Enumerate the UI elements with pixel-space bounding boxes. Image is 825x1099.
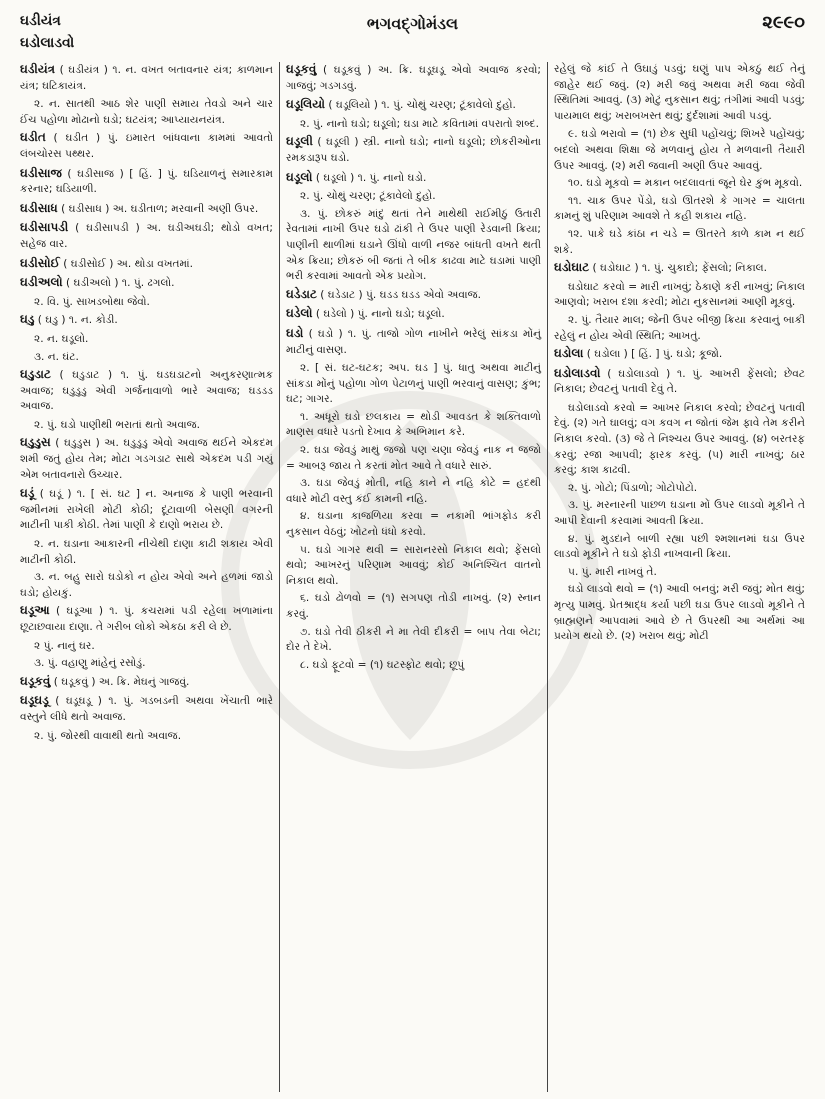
entry-text: ( ઘડેડાટ ) પું. ઘડડ ઘડડ એવો અવાજ. <box>316 288 481 301</box>
dictionary-entry <box>20 62 273 94</box>
entry-sense <box>554 62 805 124</box>
entry-sense <box>554 532 805 563</box>
headword: ઘડીસાજ <box>20 165 62 180</box>
entry-text: ૩. પું. મરનારની પાછળ ઘડાના મોં ઉપર લાડવો મૂકીને તે આપી દેવાની કરવામાં આવતી ક્રિયા. <box>554 499 805 528</box>
entry-text: ૧૦. ઘડો મૂકવો = મકાન બદલાવતાં જૂને ઘેર કુંભ મૂકવો. <box>568 177 803 190</box>
entry-text: ( ઘડૂલિયો ) ૧. પું. ચોથું ચરણ; ટૂંકાવેલો દુહો. <box>325 99 516 112</box>
entry-text: રહેલું જે કાંઈ તે ઉઘાડું પડવું; ઘણું પાપ એકઠું થઈ તેનું જાહેર થઈ જવું. (૨) મરી જવું અથવા મરી જવા જેવી સ્થિતિમાં આવવું. (૩) મોટું નુકસાન થવું; તંગીમાં આવી પડવું; પાયમાલ થવું; ખરાબખસ્ત થવું; દુર્દશામાં આવી પડવું. <box>554 63 805 122</box>
entry-sense <box>20 332 273 348</box>
page-header <box>0 0 825 64</box>
headword: ઘડૂં <box>20 486 35 501</box>
entry-text: ૩. પું. વહાણુ માંહેનું રસોડું. <box>34 657 146 670</box>
entry-text: ૨. પું. ગોટો; પિંડાળો; ગોટોપોટો. <box>568 481 698 494</box>
entry-text: ( ઘડૂકવું ) અ. ક્રિ. ઘડૂઘડૂ એવો અવાજ કરવો; ગાજવું; ગડગડવું. <box>286 64 541 92</box>
entry-sense <box>286 591 541 622</box>
dictionary-entry <box>286 62 541 94</box>
first-headword: ઘડીયંત્ર <box>20 13 61 29</box>
entry-text: ૯. ઘડો ભરાવો = (૧) છેક સુધી પહોંચવું; શિખરે પહોંચવું; બદલો અથવા શિક્ષા જે મળવાનું હોય તે મળવાની તૈયારી ઉપર આવવું. (૨) મરી જવાની અણી ઉપર આવવું. <box>554 128 805 172</box>
entry-sense <box>286 189 541 205</box>
entry-text: ( ઘડીસાધ ) અ. ઘડીતાળ; મરવાની અણી ઉપર. <box>57 202 259 215</box>
headword: ઘડૂકવું <box>286 62 317 76</box>
column-2 <box>279 62 547 1092</box>
entry-text: ( ઘડીઅલો ) ૧. પું. ઢગલો. <box>62 277 175 290</box>
entry-sense <box>554 227 805 258</box>
dictionary-entry <box>286 326 541 358</box>
last-headword: ઘડોલાડવો <box>20 35 75 51</box>
entry-text: ( ઘડૂલો ) ૧. પું. નાનો ઘડો. <box>312 171 427 184</box>
page-number: ૨૯૯૦ <box>762 12 805 33</box>
headword: ઘડૂલો <box>286 169 313 184</box>
headword: ઘડોલાડવો <box>554 365 601 380</box>
dictionary-entry <box>554 346 805 363</box>
entry-text: ૧૧. ચાક ઉપર પેંડો, ઘડો ઊતરશે કે ગાગર = ચાલતા કામનું શું પરિણામ આવશે તે કહી શકાય નહિ. <box>554 194 805 223</box>
entry-text: ૭. ઘડો તેવી ઠીકરી ને મા તેવી દીકરી = બાપ તેવા બેટા; દોર તે દેખે. <box>286 625 541 654</box>
headword: ઘડીઅલો <box>20 275 63 290</box>
entry-text: ૨. પું. નાનો ઘડો; ઘડૂલો; ઘડા માટે કવિતામાં વપરાતો શબ્દ. <box>300 117 539 130</box>
dictionary-entry <box>20 166 273 198</box>
entry-text: ( ઘડીસાપડી ) અ. ઘડીઅઘડી; થોડો વખત; સહેજ વાર. <box>20 222 273 250</box>
entry-text: ( ઘડુ ) ૧. ન. કોડી. <box>34 314 118 327</box>
headword: ઘડૂલી <box>286 134 313 149</box>
dictionary-entry <box>554 366 805 398</box>
headword: ઘડૂઘડૂ <box>20 693 49 708</box>
headword: ઘડીત <box>20 130 46 145</box>
dictionary-entry <box>20 201 273 218</box>
entry-sense <box>20 656 273 672</box>
entry-text: ( ઘડીત ) પું. ઇમારત બાંધવાના કામમાં આવતો લંબચોરસ પથ્થર. <box>20 132 273 160</box>
entry-sense <box>20 295 273 311</box>
headword: ઘડીયંત્ર <box>20 62 56 76</box>
headword: ઘડુડાટ <box>20 367 51 382</box>
headword: ઘડોઘાટ <box>554 260 590 275</box>
headword: ઘડેડાટ <box>286 286 317 301</box>
entry-sense <box>554 194 805 225</box>
entry-text: ૨. વિ. પું. સાખડબોથા જેવો. <box>34 295 150 308</box>
entry-text: ૨. ન. સાતથી આઠ શેર પાણી સમાય તેવડો અને ચાર ઈંચ પહોળા મોઢાનો ઘડો; ઘટયંત્ર; આપ્યાયનયંત્ર. <box>20 98 273 126</box>
entry-text: ( ઘડૂઆ ) ૧. પું. કચરામાં પડી રહેલા ખળામાંના છૂટાછવાયા દાણા. તે ગરીબ લોકો એકઠા કરી લે છે. <box>20 605 273 633</box>
entry-text: ૨. [ સં. ઘટ-ઘટક; અપ. ઘડ ] પું. ધાતુ અથવા માટીનું સાંકડા મોંનું પહોળા ગોળ પેટાળનું પાણી ભરવાનું વાસણ; કુંભ; ઘટ; ગાગર. <box>286 362 541 406</box>
entry-text: ૮. ઘડો ફૂટવો = (૧) ઘટસ્ફોટ થવો; છૂપું <box>300 658 465 671</box>
entry-text: ૨. પું. ઘડો પાણીથી ભરાતાં થતો અવાજ. <box>34 418 201 431</box>
entry-sense <box>554 313 805 344</box>
entry-sense <box>286 117 541 133</box>
entry-text: ( ઘડુડુસ ) અ. ઘડુડુડુ એવો અવાજ થઈને એકદમ શમી જતું હોય તેમ; મોટા ગડગડાટ સાથે એકદમ પડી ગયું એમ બતાવનારો ઉચ્ચાર. <box>20 437 273 481</box>
entry-sense <box>20 729 273 745</box>
entry-sense <box>286 207 541 285</box>
dictionary-entry <box>20 435 273 483</box>
entry-text: ૩. ન. ઘંટ. <box>34 350 79 363</box>
entry-sense <box>20 97 273 128</box>
entry-text: ૧. અધૂરો ઘડો છલકાય = થોડી આવડત કે શક્તિવાળો માણસ વધારે પડતો દેખાવ કે અભિમાન કરે. <box>286 410 541 439</box>
entry-text: ઘડોઘાટ કરવો = મારી નાખવું; ઠેકાણે કરી નાખવું; નિકાલ આણવો; ખરાબ દશા કરવી; મોટા નુકસાનમાં આણી મૂકવું. <box>554 280 805 309</box>
headword: ઘડો <box>286 325 304 340</box>
entry-sense <box>20 418 273 434</box>
entry-sense <box>554 401 805 479</box>
entry-sense <box>554 481 805 497</box>
dictionary-entry <box>20 486 273 534</box>
entry-text: ૪. પું. મુડદાને બાળી રહ્યા પછી શ્મશાનમાં ઘડા ઉપર લાડવો મૂકીને તે ઘડો ફોડી નાખવાની ક્રિયા. <box>554 532 805 561</box>
entry-text: ( ઘડુડાટ ) ૧. પું. ઘડઘડાટનો અનુકરણાત્મક અવાજ; ઘડુડુડુ એવી ગર્જનાવાળો ભારે અવાજ; ઘડડડ અવાજ. <box>20 369 273 413</box>
entry-text: ( ઘડીયંત્ર ) ૧. ન. વખત બતાવનાર યંત્ર; કાળમાન યંત્ર; ઘટિકાયંત્ર. <box>20 64 273 92</box>
entry-sense <box>286 476 541 507</box>
entry-sense <box>20 537 273 568</box>
headword: ઘડેલો <box>286 306 313 321</box>
entry-sense <box>554 498 805 529</box>
entry-text: ( ઘડોલાડવો ) ૧. પું. આખરી ફેંસલો; છેવટ નિકાલ; છેવટનું પતાવી દેવું તે. <box>554 367 805 396</box>
entry-sense <box>20 570 273 601</box>
headword: ઘડીસાધ <box>20 200 58 215</box>
entry-text: ( ઘડેલો ) પું. નાનો ઘડો; ઘડૂલો. <box>312 308 445 321</box>
entry-text: ૨. પું. ચોથું ચરણ; ટૂંકાવેલો દુહો. <box>300 190 436 203</box>
entry-text: ૩. ઘડા જેવડું મોતી, નહિ કાને ને નહિ કોટે = હદથી વધારે મોટી વસ્તુ કંઈ કામની નહિ. <box>286 477 541 505</box>
entry-text: ( ઘડોઘાટ ) ૧. પું. ચુકાદો; ફેંસલો; નિકાલ. <box>589 262 768 275</box>
entry-text: ૫. પું. મારી નાખવું તે. <box>568 565 657 578</box>
dictionary-entry <box>286 170 541 187</box>
headword: ઘડોલા <box>554 346 584 361</box>
dictionary-entry <box>286 134 541 166</box>
headword: ઘડીસોઈ <box>20 255 60 270</box>
entry-sense <box>20 350 273 366</box>
entry-sense <box>20 639 273 655</box>
headword: ઘડૂઆ <box>20 603 50 618</box>
entry-text: ( ઘડૂં ) ૧. [ સં. ઘટ ] ન. અનાજ કે પાણી ભરવાની જમીનમાં રાખેલી મોટી કોઠી; દૂંટાવાળી બેસણી વગરની માટીની પાકી કોઠી. તેમાં પાણી કે દાણો ભરાય છે. <box>20 488 273 532</box>
entry-text: ઘડો લાડવો થવો = (૧) આવી બનવું; મરી જવું; મોત થવું; મૃત્યુ પામવું. પ્રેતશ્રાદ્ધ કર્યા પછી ઘડા ઉપર લાડવો મૂકીને તે બ્રાહ્મણને આપવામાં આવે છે તે ઉપરથી આ અર્થમાં આ પ્રયોગ થયો છે. (૨) ખરાબ થવું; મોટી <box>554 583 805 643</box>
entry-text: ( ઘડીસાજ ) [ હિં. ] પું. ઘડિયાળનું સમારકામ કરનાર; ઘડિયાળી. <box>20 167 273 196</box>
column-1 <box>14 62 279 1092</box>
entry-sense <box>554 565 805 581</box>
entry-text: ૨ પું. નાનું ઘર. <box>34 639 95 652</box>
entry-sense <box>554 280 805 311</box>
entry-text: ( ઘડૂકવું ) અ. ક્રિ. મેઘનું ગાજવું. <box>50 675 190 688</box>
entry-text: ૬. ઘડો ઢોળવો = (૧) સગપણ તોડી નાખવું. (૨) સ્નાન કરવું. <box>286 592 541 620</box>
dictionary-entry <box>20 367 273 415</box>
dictionary-entry <box>286 287 541 304</box>
entry-sense <box>286 361 541 408</box>
dictionary-columns <box>14 62 811 1092</box>
dictionary-entry <box>20 275 273 292</box>
entry-text: ૧૨. પાકે ઘડે કાંઠા ન ચડે = ઊતરતે કાળે કામ ન થઈ શકે. <box>554 227 805 256</box>
dictionary-entry <box>20 603 273 635</box>
entry-sense <box>286 658 541 674</box>
entry-sense <box>554 582 805 644</box>
dictionary-entry <box>554 260 805 277</box>
entry-text: ( ઘડીસોઈ ) અ. થોડા વખતમાં. <box>59 257 193 270</box>
entry-sense <box>286 509 541 540</box>
entry-sense <box>554 127 805 174</box>
entry-text: ( ઘડૂલી ) સ્ત્રી. નાનો ઘડો; નાનો ઘડૂલો; છોકરીઓના રમકડારૂપ ઘડો. <box>286 136 541 164</box>
entry-text: ( ઘડો ) ૧. પું. તાજો ગોળ નાખીને ભરેલું સાંકડા મોંનું માટીનું વાસણ. <box>286 327 541 356</box>
headword: ઘડીસાપડી <box>20 220 69 235</box>
entry-text: ૩. પું. છોકરું માંદું થતાં તેને માથેથી રાઈમીઠું ઉતારી રેવતામાં નાખી ઉપર ઘડો ઢાંકી તે ઉપર પાણી રેડવાની ક્રિયા; પાણીની થાળીમાં ઘડાને ઊંધો વાળી નજર બાંધતી વખતે થતી એક ક્રિયા; છોકરું બી જતાં તે બીક કાઢવા માટે ઘડામાં પાણી ભરી કરવામાં આવતો એક પ્રયોગ. <box>286 207 541 283</box>
dictionary-entry <box>20 256 273 273</box>
entry-sense <box>286 543 541 590</box>
dictionary-entry <box>20 693 273 725</box>
entry-sense <box>286 410 541 441</box>
dictionary-entry <box>20 130 273 162</box>
dictionary-entry <box>20 312 273 329</box>
entry-text: ૫. ઘડો ગાગર થવી = સારાનરસો નિકાલ થવો; ફેંસલો થવો; આખરનું પરિણામ આવવું; કોઈ અનિશ્ચિત વાતનો નિકાલ થવો. <box>286 543 541 587</box>
entry-text: ૨. પું. જોરથી વાવાથી થતો અવાજ. <box>34 729 182 742</box>
headword: ઘડૂલિયો <box>286 97 326 112</box>
dictionary-entry <box>20 674 273 691</box>
dictionary-entry <box>286 306 541 323</box>
entry-text: ૪. ઘડાના કાજળિયા કરવા = નકામી ભાંગફોડ કરી નુકસાન વેઠવું; ખોટનો ધંધો કરવો. <box>286 510 541 539</box>
dictionary-entry <box>286 97 541 114</box>
entry-text: ૨. પું. તૈયાર માલ; જેની ઉપર બીજી ક્રિયા કરવાનું બાકી રહેલું ન હોય એવી સ્થિતિ; આખતું. <box>554 313 805 342</box>
entry-text: ( ઘડોલા ) [ હિં. ] પું. ઘડો; કૂજો. <box>583 348 723 361</box>
entry-sense <box>554 176 805 192</box>
entry-text: ૨. ન. ઘડૂલો. <box>34 332 89 345</box>
entry-text: ૨. ઘડા જેવડું માથું જજો પણ ચણા જેવડું નાક ન જજો = આબરૂ જાય તે કરતાં મોત આવે તે વધારે સારું. <box>286 444 541 472</box>
headword: ઘડુ <box>20 312 35 327</box>
entry-text: ( ઘડૂઘડૂ ) ૧. પું. ગડબડની અથવા ખેંચાતી ભારે વસ્તુને લીધે થતો અવાજ. <box>20 695 273 723</box>
entry-text: ૩. ન. બહુ સારો ઘડોકો ન હોય એવો અને હળમાં જાડો ઘડો; હોયકું. <box>20 571 273 599</box>
entry-text: ઘડોલાડવો કરવો = આખર નિકાલ કરવો; છેવટનું પતાવી દેવું. (૨) ગતે ઘાલવું; વગ કવગ ન જોતાં જેમ ફાવે તેમ કરીને નિકાલ કરવો. (૩) જે તે નિશ્ચય ઉપર આવવું. (૪) બરતરફ કરવું; રજા આપવી; ફારક કરવું. (૫) મારી નાખવું; ઠાર કરવું; કાશ કાઢવી. <box>554 401 805 477</box>
entry-text: ૨. ન. ઘડાના આકારની નીચેથી દાણા કાઢી શકાય એવી માટીની કોઠી. <box>20 538 273 566</box>
entry-sense <box>286 625 541 656</box>
headword: ઘડુડુસ <box>20 435 51 450</box>
dictionary-entry <box>20 220 273 252</box>
dictionary-title: ભગવદ્ગોમંડલ <box>366 14 459 33</box>
column-3 <box>547 62 811 1092</box>
entry-sense <box>286 443 541 474</box>
headword: ઘડૂકવું <box>20 673 51 688</box>
